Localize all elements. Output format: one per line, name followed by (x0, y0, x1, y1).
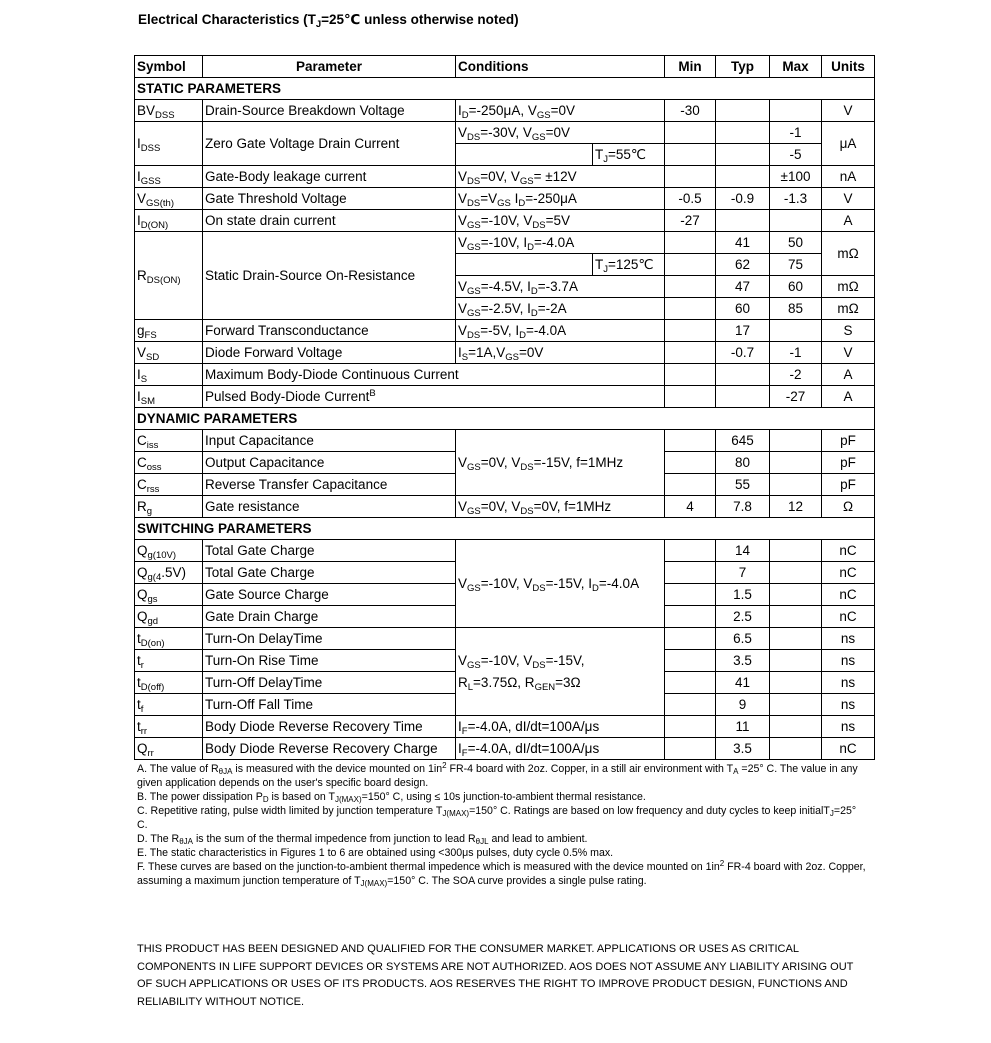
conditions-cell: $V_{GS}=0V$, $V_{DS}=-15V$, f=1MHz (456, 430, 665, 496)
conditions-cell: $V_{GS}=0V$, $V_{DS}=0V$, f=1MHz (456, 496, 665, 518)
units-cell: nC (822, 562, 875, 584)
units-cell: A (822, 386, 875, 408)
max-cell: 75 (770, 254, 822, 276)
symbol-cell: $I_{SM}$ (135, 386, 203, 408)
min-cell (665, 364, 716, 386)
parameter-cell: Diode Forward Voltage (203, 342, 456, 364)
min-cell (665, 386, 716, 408)
header-min: Min (665, 56, 716, 78)
units-cell: mΩ (822, 276, 875, 298)
min-cell: 4 (665, 496, 716, 518)
min-cell (665, 232, 716, 254)
parameter-cell: Pulsed Body-Diode Current$^B$ (203, 386, 665, 408)
max-cell (770, 738, 822, 760)
units-cell: V (822, 100, 875, 122)
units-cell: ns (822, 650, 875, 672)
symbol-cell: $t_r$ (135, 650, 203, 672)
min-cell (665, 694, 716, 716)
min-cell (665, 738, 716, 760)
symbol-cell: $R_{DS(ON)}$ (135, 232, 203, 320)
max-cell: -1 (770, 342, 822, 364)
symbol-cell: $Q_{gs}$ (135, 584, 203, 606)
max-cell (770, 584, 822, 606)
max-cell: -1.3 (770, 188, 822, 210)
table-row (135, 320, 875, 342)
min-cell (665, 320, 716, 342)
min-cell (665, 540, 716, 562)
conditions-cell: $I_D=-250\mu A$, $V_{GS}=0V$ (456, 100, 665, 122)
min-cell (665, 606, 716, 628)
min-cell (665, 122, 716, 144)
units-cell: μA (822, 122, 875, 166)
max-cell (770, 672, 822, 694)
parameter-cell: Gate Source Charge (203, 584, 456, 606)
symbol-cell: $C_{rss}$ (135, 474, 203, 496)
conditions-spacer (456, 254, 593, 276)
table-row (135, 496, 875, 518)
table-row (135, 166, 875, 188)
conditions-cell: $I_F=-4.0A$, dI/dt=100A/μs (456, 738, 665, 760)
units-cell: ns (822, 628, 875, 650)
parameter-cell: Output Capacitance (203, 452, 456, 474)
symbol-cell: $BV_{DSS}$ (135, 100, 203, 122)
symbol-cell: $I_{DSS}$ (135, 122, 203, 166)
parameter-cell: Drain-Source Breakdown Voltage (203, 100, 456, 122)
parameter-cell: Forward Transconductance (203, 320, 456, 342)
typ-cell: 41 (716, 232, 770, 254)
units-cell: ns (822, 716, 875, 738)
footnote-f: F. These curves are based on the junction-to-ambient thermal impedence which is measured with the device mounted on $1in^2$ FR-4 board with 2oz. Copper, assuming a maximum junction temperature of $T_{J(MAX)}=150^\circ$ C. The SOA curve provides a single pulse rating. (137, 859, 866, 888)
max-cell: 50 (770, 232, 822, 254)
units-cell: nC (822, 584, 875, 606)
units-cell: mΩ (822, 232, 875, 276)
typ-cell: 17 (716, 320, 770, 342)
max-cell (770, 628, 822, 650)
conditions-cell: $V_{DS}=V_{GS}$ $I_D=-250\mu A$ (456, 188, 665, 210)
units-cell: mΩ (822, 298, 875, 320)
table-row (135, 738, 875, 760)
typ-cell (716, 364, 770, 386)
symbol-cell: $V_{GS(th)}$ (135, 188, 203, 210)
conditions-cell: $V_{GS}=-10V$, $V_{DS}=-15V$, $I_D=-4.0A$ (456, 540, 665, 628)
footnotes (137, 762, 867, 888)
symbol-cell: $g_{FS}$ (135, 320, 203, 342)
symbol-cell: $t_{rr}$ (135, 716, 203, 738)
typ-cell: 62 (716, 254, 770, 276)
table-row (135, 628, 875, 650)
max-cell: -5 (770, 144, 822, 166)
units-cell: nC (822, 738, 875, 760)
symbol-cell: $t_{D(off)}$ (135, 672, 203, 694)
header-conditions: Conditions (456, 56, 665, 78)
parameter-cell: Turn-On DelayTime (203, 628, 456, 650)
header-typ: Typ (716, 56, 770, 78)
footnote-b: B. The power dissipation $P_D$ is based on $T_{J(MAX)}=150^\circ$ C, using ≤ 10s junction-to-ambient thermal resistance. (137, 791, 646, 804)
max-cell (770, 606, 822, 628)
units-cell: V (822, 188, 875, 210)
symbol-cell: $I_{D(ON)}$ (135, 210, 203, 232)
typ-cell: 645 (716, 430, 770, 452)
parameter-cell: Zero Gate Voltage Drain Current (203, 122, 456, 166)
header-row (135, 56, 875, 78)
max-cell (770, 650, 822, 672)
units-cell: S (822, 320, 875, 342)
table-row (135, 232, 875, 254)
min-cell (665, 254, 716, 276)
units-cell: A (822, 210, 875, 232)
parameter-cell: Total Gate Charge (203, 562, 456, 584)
typ-cell (716, 144, 770, 166)
max-cell: ±100 (770, 166, 822, 188)
units-cell: V (822, 342, 875, 364)
min-cell (665, 342, 716, 364)
typ-cell: 47 (716, 276, 770, 298)
parameter-cell: Gate resistance (203, 496, 456, 518)
units-cell: nC (822, 540, 875, 562)
max-cell: 60 (770, 276, 822, 298)
max-cell: -27 (770, 386, 822, 408)
typ-cell: 55 (716, 474, 770, 496)
typ-cell: 60 (716, 298, 770, 320)
min-cell (665, 628, 716, 650)
symbol-cell: $I_S$ (135, 364, 203, 386)
section-static: STATIC PARAMETERS (135, 78, 875, 100)
typ-cell: 2.5 (716, 606, 770, 628)
table-row (135, 386, 875, 408)
min-cell (665, 474, 716, 496)
max-cell: 85 (770, 298, 822, 320)
symbol-cell: $C_{iss}$ (135, 430, 203, 452)
page-title: Electrical Characteristics ($T_J=25℃$ unless otherwise noted) (138, 12, 519, 30)
header-units: Units (822, 56, 875, 78)
min-cell (665, 672, 716, 694)
symbol-cell: $t_f$ (135, 694, 203, 716)
typ-cell: 80 (716, 452, 770, 474)
conditions-cell: $I_S=1A,V_{GS}=0V$ (456, 342, 665, 364)
max-cell: 12 (770, 496, 822, 518)
symbol-cell: $t_{D(on)}$ (135, 628, 203, 650)
max-cell (770, 540, 822, 562)
min-cell (665, 716, 716, 738)
symbol-cell: $I_{GSS}$ (135, 166, 203, 188)
conditions-cell (456, 628, 665, 716)
table-row (135, 540, 875, 562)
max-cell (770, 474, 822, 496)
parameter-cell: Gate Drain Charge (203, 606, 456, 628)
symbol-cell: $R_g$ (135, 496, 203, 518)
parameter-cell: Body Diode Reverse Recovery Time (203, 716, 456, 738)
max-cell: -2 (770, 364, 822, 386)
electrical-characteristics-table (134, 55, 875, 760)
min-cell: -0.5 (665, 188, 716, 210)
parameter-cell: Turn-Off Fall Time (203, 694, 456, 716)
typ-cell: 3.5 (716, 650, 770, 672)
typ-cell: 1.5 (716, 584, 770, 606)
conditions-cell: $V_{DS}=-30V$, $V_{GS}=0V$ (456, 122, 665, 144)
parameter-cell: Turn-On Rise Time (203, 650, 456, 672)
units-cell: Ω (822, 496, 875, 518)
typ-cell: -0.9 (716, 188, 770, 210)
conditions-cell: $V_{GS}=-10V$, $I_D=-4.0A$ (456, 232, 665, 254)
section-row (135, 78, 875, 100)
max-cell (770, 430, 822, 452)
table-row (135, 342, 875, 364)
min-cell: -27 (665, 210, 716, 232)
max-cell (770, 562, 822, 584)
section-switching: SWITCHING PARAMETERS (135, 518, 875, 540)
footnote-c: C. Repetitive rating, pulse width limited by junction temperature $T_{J(MAX)}=150^\circ$ C. Ratings are based on low frequency and duty cycles to keep initialT$_J$=25° C. (137, 805, 857, 831)
symbol-cell: $Q_{gd}$ (135, 606, 203, 628)
table-row (135, 100, 875, 122)
table-row (135, 188, 875, 210)
parameter-cell: Input Capacitance (203, 430, 456, 452)
min-cell (665, 166, 716, 188)
max-cell (770, 210, 822, 232)
footnote-e: E. The static characteristics in Figures 1 to 6 are obtained using <300μs pulses, duty cycle 0.5% max. (137, 847, 614, 859)
section-row (135, 518, 875, 540)
table-row (135, 122, 875, 144)
footnote-d: D. The $R_{\theta JA}$ is the sum of the thermal impedence from junction to lead $R_{\theta JL}$ and lead to ambient. (137, 833, 588, 846)
units-cell: ns (822, 672, 875, 694)
tj-cell: $T_J=125℃$ (593, 254, 665, 276)
conditions-spacer (456, 144, 593, 166)
parameter-cell: Gate-Body leakage current (203, 166, 456, 188)
parameter-cell: Static Drain-Source On-Resistance (203, 232, 456, 320)
min-cell (665, 298, 716, 320)
typ-cell: 41 (716, 672, 770, 694)
min-cell (665, 430, 716, 452)
typ-cell: 6.5 (716, 628, 770, 650)
symbol-cell: $C_{oss}$ (135, 452, 203, 474)
symbol-cell: $Q_{rr}$ (135, 738, 203, 760)
min-cell (665, 584, 716, 606)
max-cell (770, 452, 822, 474)
conditions-cell: $V_{DS}=-5V$, $I_D=-4.0A$ (456, 320, 665, 342)
max-cell: -1 (770, 122, 822, 144)
tj-cell: $T_J=55℃$ (593, 144, 665, 166)
max-cell (770, 716, 822, 738)
disclaimer: THIS PRODUCT HAS BEEN DESIGNED AND QUALIFIED FOR THE CONSUMER MARKET. APPLICATIONS OR USES AS CRITICAL COMPONENTS IN LIFE SUPPORT DEVICES OR SYSTEMS ARE NOT AUTHORIZED. AOS DOES NOT ASSUME ANY LIABILITY ARISING OUT OF SUCH APPLICATIONS OR USES OF ITS PRODUCTS. AOS RESERVES THE RIGHT TO IMPROVE PRODUCT DESIGN, FUNCTIONS AND RELIABILITY WITHOUT NOTICE. (137, 943, 854, 1008)
units-cell: pF (822, 430, 875, 452)
typ-cell (716, 386, 770, 408)
footnote-a: A. The value of $R_{\theta JA}$ is measured with the device mounted on $1in^2$ FR-4 board with 2oz. Copper, in a still air environment with $T_A =25^\circ$ C. The value in any given application depends on the user's specific board design. (137, 761, 858, 789)
symbol-cell: $Q_{g(10V)}$ (135, 540, 203, 562)
min-cell (665, 144, 716, 166)
symbol-cell: $Q_{g(4}.5V$) (135, 562, 203, 584)
min-cell (665, 650, 716, 672)
units-cell: A (822, 364, 875, 386)
typ-cell (716, 166, 770, 188)
section-row (135, 408, 875, 430)
table-row (135, 364, 875, 386)
parameter-cell: Reverse Transfer Capacitance (203, 474, 456, 496)
units-cell: nA (822, 166, 875, 188)
typ-cell: 7.8 (716, 496, 770, 518)
typ-cell: 11 (716, 716, 770, 738)
typ-cell (716, 122, 770, 144)
conditions-cell: $I_F=-4.0A$, dI/dt=100A/μs (456, 716, 665, 738)
units-cell: ns (822, 694, 875, 716)
table-row (135, 210, 875, 232)
min-cell: -30 (665, 100, 716, 122)
switch-conditions-line1: $V_{GS}=-10V$, $V_{DS}=-15V$, (458, 652, 585, 671)
min-cell (665, 562, 716, 584)
parameter-cell: On state drain current (203, 210, 456, 232)
max-cell (770, 320, 822, 342)
header-parameter: Parameter (203, 56, 456, 78)
switch-conditions-line2: $R_L=3.75\Omega$, $R_{GEN}=3\Omega$ (458, 674, 581, 693)
typ-cell (716, 100, 770, 122)
typ-cell: 3.5 (716, 738, 770, 760)
typ-cell: -0.7 (716, 342, 770, 364)
min-cell (665, 276, 716, 298)
conditions-cell: $V_{GS}=-4.5V$, $I_D=-3.7A$ (456, 276, 665, 298)
parameter-cell: Body Diode Reverse Recovery Charge (203, 738, 456, 760)
units-cell: pF (822, 474, 875, 496)
max-cell (770, 100, 822, 122)
conditions-cell: $V_{GS}=-10V$, $V_{DS}=5V$ (456, 210, 665, 232)
conditions-cell: $V_{DS}=0V$, $V_{GS}= \pm 12V$ (456, 166, 665, 188)
header-symbol: Symbol (135, 56, 203, 78)
parameter-cell: Turn-Off DelayTime (203, 672, 456, 694)
max-cell (770, 694, 822, 716)
min-cell (665, 452, 716, 474)
typ-cell: 14 (716, 540, 770, 562)
typ-cell: 9 (716, 694, 770, 716)
symbol-cell: $V_{SD}$ (135, 342, 203, 364)
table-row (135, 716, 875, 738)
section-dynamic: DYNAMIC PARAMETERS (135, 408, 875, 430)
units-cell: nC (822, 606, 875, 628)
header-max: Max (770, 56, 822, 78)
table-row (135, 430, 875, 452)
parameter-cell: Total Gate Charge (203, 540, 456, 562)
typ-cell: 7 (716, 562, 770, 584)
parameter-cell: Maximum Body-Diode Continuous Current (203, 364, 665, 386)
units-cell: pF (822, 452, 875, 474)
typ-cell (716, 210, 770, 232)
parameter-cell: Gate Threshold Voltage (203, 188, 456, 210)
conditions-cell: $V_{GS}=-2.5V$, $I_D=-2A$ (456, 298, 665, 320)
